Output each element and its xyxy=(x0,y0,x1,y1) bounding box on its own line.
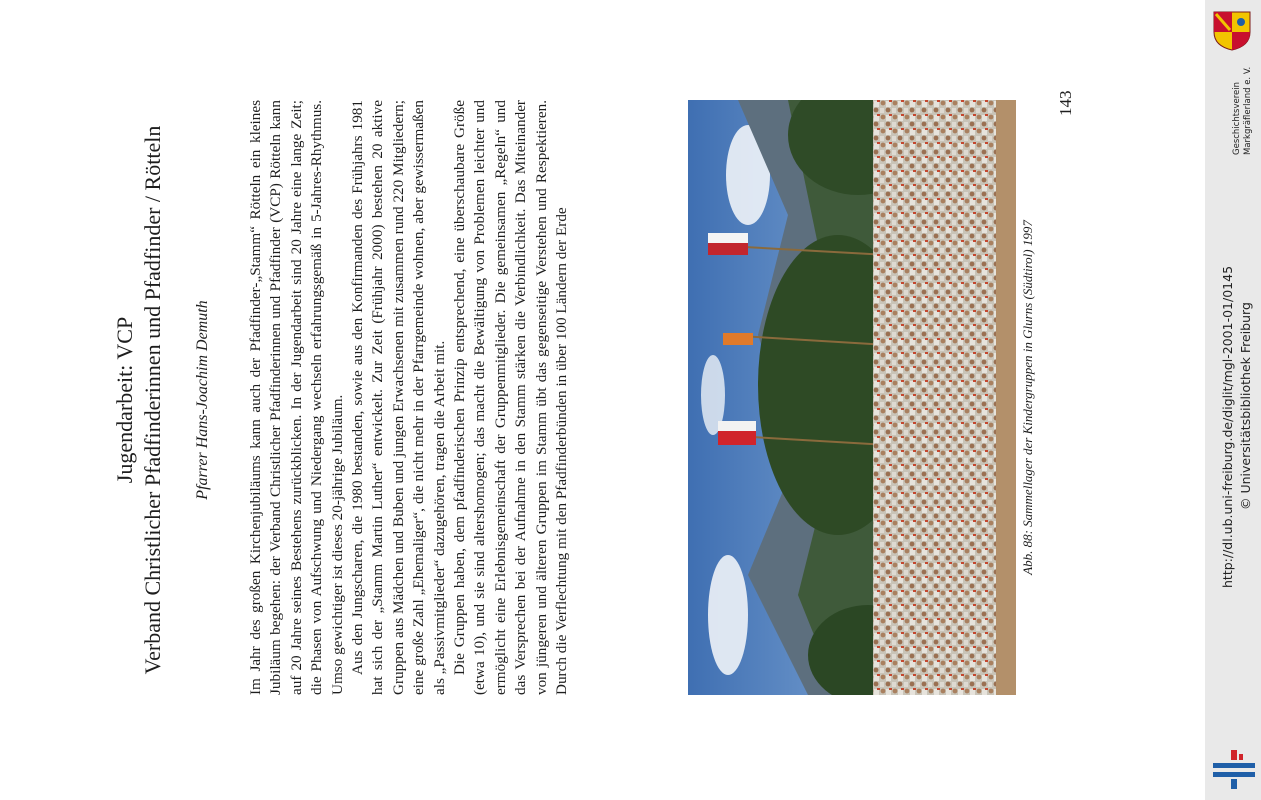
paragraph: Aus den Jungscharen, die 1980 bestanden, sowie aus den Konfirmanden des Frühjahrs 1981 hat sich der „Stamm Martin Luther“ entwickelt. Zur Zeit (Frühjahr 2000) bestehen 20 aktive Gruppen aus Mädchen und Buben und jungen Erwachsenen mit zusammen rund 220 Mitgliedern; eine große Zahl „Ehemaliger“, die nicht mehr in der Pfarrgemeinde wohnen, aber gewissermaßen als „Passivmitglieder“ dazugehören, tragen die Arbeit mit. xyxy=(349,100,448,695)
article-body xyxy=(246,100,573,695)
university-library-logo-icon xyxy=(1213,748,1255,790)
copyright-notice: © Universitätsbibliothek Freiburg xyxy=(1238,302,1253,510)
paragraph: Im Jahr des großen Kirchenjubiläums kann auch der Pfadfinder-„Stamm“ Rötteln ein kleines Jubiläum begehen: der Verband Christlicher Pfadfinderinnen und Pfadfinder (VCP) Rötteln kann auf 20 Jahre seines Bestehens zurückblicken. In der Jugendarbeit sind 20 Jahre eine lange Zeit; die Phasen von Aufschwung und Niedergang wechseln erfahrungsgemäß in 5-Jahres-Rhythmus. Umso gewichtiger ist dieses 20-jährige Jubiläum. xyxy=(247,100,346,695)
society-crest-icon xyxy=(1210,8,1254,52)
article-title: Jugendarbeit: VCP xyxy=(112,316,137,484)
group-photo xyxy=(688,100,1016,695)
article-subtitle: Verband Christlicher Pfadfinderinnen und Pfadfinder / Rötteln xyxy=(140,125,165,675)
article-author: Pfarrer Hans-Joachim Demuth xyxy=(194,300,211,500)
society-name-line2: Markgräflerland e. V. xyxy=(1243,66,1253,155)
society-name-line1: Geschichtsverein xyxy=(1232,81,1242,155)
page-number: 143 xyxy=(1056,90,1075,116)
paragraph: Die Gruppen haben, dem pfadfinderischen Prinzip entsprechend, eine überschaubare Größe (etwa 10), und sie sind altershomogen; das macht die Bewältigung von Problemen leichter und ermöglicht eine Erlebnisgemeinschaft der Gruppenmitglieder. Die gemeinsamen „Regeln“ und das Versprechen bei der Aufnahme in den Stamm stärken die Verbindlichkeit. Das Miteinander von jüngeren und älteren Gruppen im Stamm übt das gegenseitige Verstehen und Respektieren. Durch die Verflechtung mit den Pfadfinderbünden in über 100 Ländern der Erde xyxy=(451,100,571,695)
permalink-url[interactable]: http://dl.ub.uni-freiburg.de/diglit/mgl-2001-01/0145 xyxy=(1220,265,1235,588)
figure-caption: Abb. 88: Sammellager der Kindergruppen in Glurns (Südtirol) 1997 xyxy=(1020,220,1035,575)
